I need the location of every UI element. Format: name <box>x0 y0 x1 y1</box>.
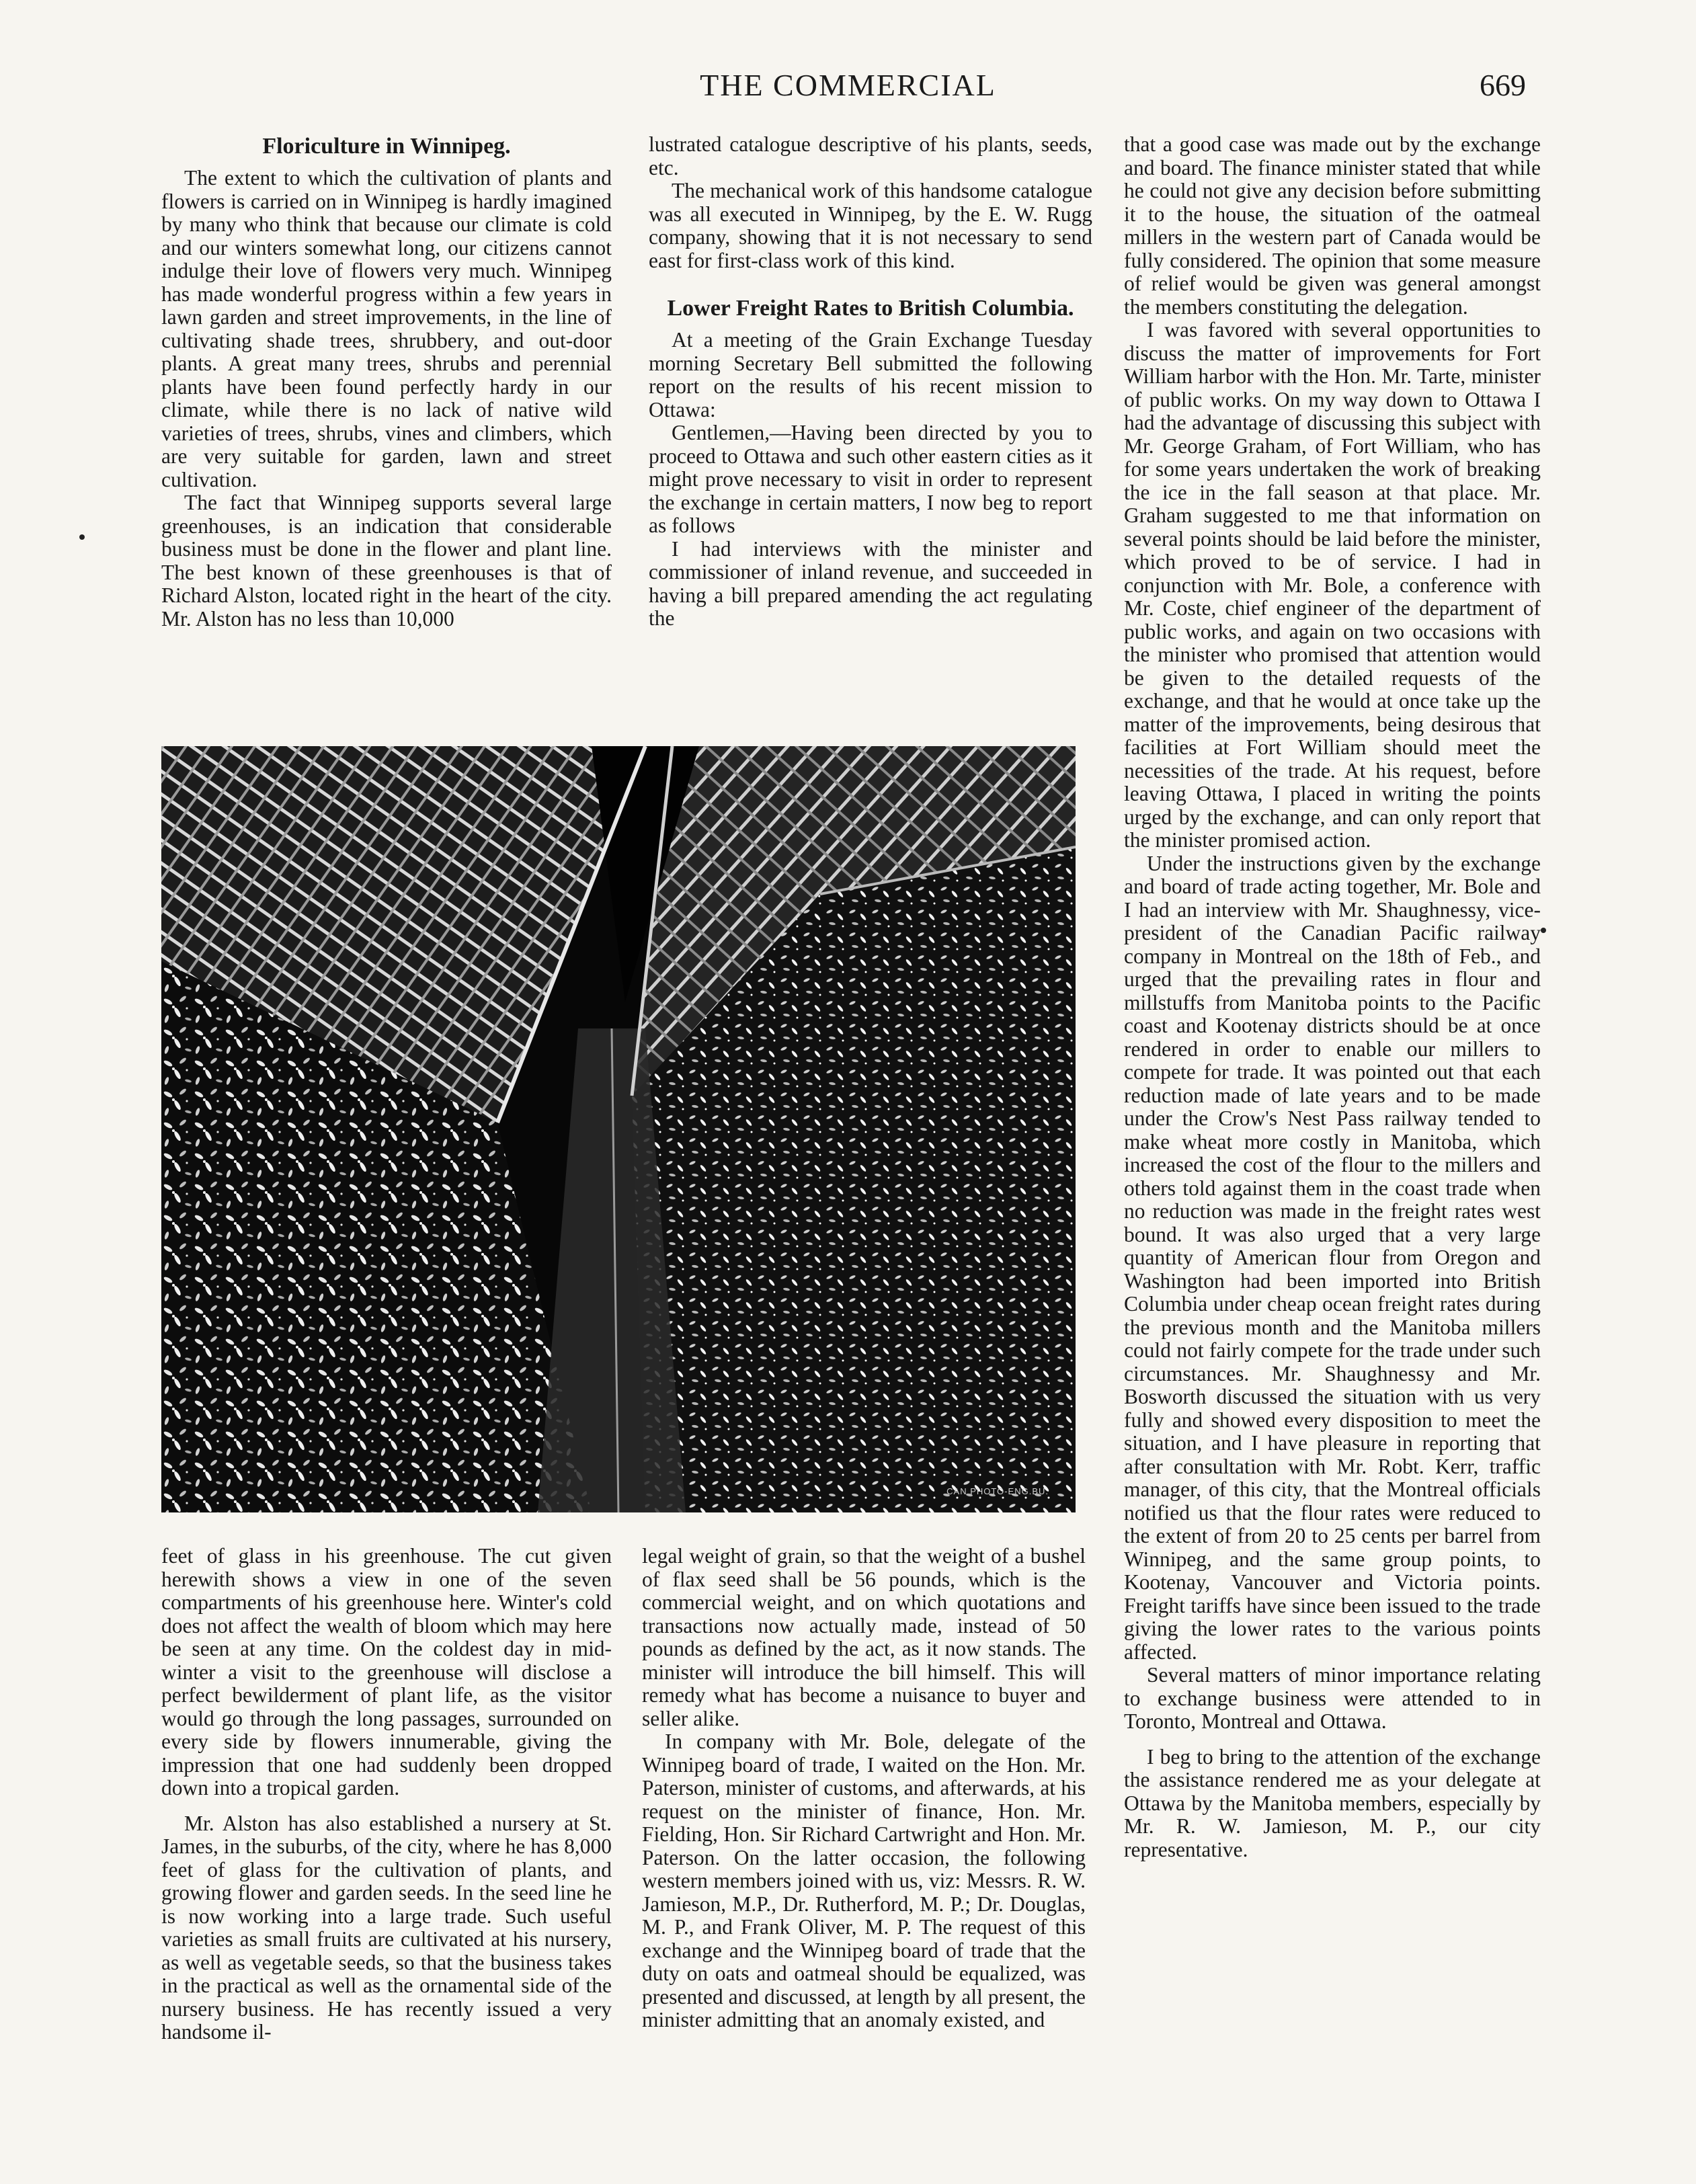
paragraph: Under the instructions given by the exchange and board of trade acting together, Mr. Bole and I had an interview with Mr. Shaughnessy, vice-president of the Canadian Pacific railway company in Montreal on the 18th of Feb., and urged that the prevailing rates in flour and millstuffs from Manitoba points to the Pacific coast and Kootenay districts should be at once rendered in order to enable our millers to compete for trade. It was pointed out that each reduction made of late years and to be made under the Crow's Nest Pass railway tended to make wheat more costly in Manitoba, which increased the cost of the flour to the millers and others told against them in the coast trade when no reduction was made in the freight rates west bound. It was also urged that a very large quantity of American flour from Oregon and Washington had been imported into British Columbia under cheap ocean freight rates during the previous month and the Manitoba millers could not fairly compete for the trade under such circumstances. Mr. Shaughnessy and Mr. Bosworth discussed the situation with us very fully and showed every disposition to meet the situation, and I have pleasure in reporting that after consultation with Mr. Robt. Kerr, traffic manager, of this city, that the Montreal officials notified us that the flour rates were reduced to the extent of from 20 to 25 cents per barrel from Winnipeg, and the same group points, to Kootenay, Vancouver and Victoria points. Freight tariffs have since been issued to the trade giving the lower rates to the various points affected. <box>1124 851 1541 1664</box>
paragraph: In company with Mr. Bole, delegate of the Winnipeg board of trade, I waited on the Hon. Mr. Paterson, minister of customs, and afterwards, at his request on the minister of finance, Hon. Mr. Fielding, Hon. Sir Richard Cartwright and Hon. Mr. Paterson. On the latter occasion, the following western members joined with us, viz: Messrs. R. W. Jamieson, M.P., Dr. Rutherford, M. P.; Dr. Douglas, M. P., and Frank Oliver, M. P. The request of this exchange and the Winnipeg board of trade that the duty on oats and oatmeal should be equalized, was presented and discussed, at length by all present, the minister admitting that an anomaly existed, and <box>642 1730 1086 2031</box>
scan-speck <box>1541 928 1546 933</box>
greenhouse-photo-image <box>161 746 1076 1512</box>
paragraph: The extent to which the cultivation of plants and flowers is carried on in Winnipeg is hardly imagined by many who think that because our climate is cold and our winters somewhat long, our citizens cannot indulge their love of flowers very much. Winnipeg has made wonderful progress within a few years in lawn garden and street improvements, in the line of cultivating shade trees, shrubbery, and out-door plants. A great many trees, shrubs and perennial plants have been found perfectly hardy in our climate, while there is no lack of native wild varieties of trees, shrubs, vines and climbers, which are very suitable for garden, lawn and street cultivation. <box>161 166 612 491</box>
greenhouse-photo <box>161 746 1076 1512</box>
paragraph: The fact that Winnipeg supports several large greenhouses, is an indication that considerable business must be done in the flower and plant line. The best known of these greenhouses is that of Richard Alston, located right in the heart of the city. Mr. Alston has no less than 10,000 <box>161 491 612 631</box>
paragraph: Mr. Alston has also established a nursery at St. James, in the suburbs, of the city, where he has 8,000 feet of glass for the cultivation of plants, and growing flower and garden seeds. In the seed line he is now working into a large trade. Such useful varieties as small fruits are cultivated at his nursery, as well as vegetable seeds, so that the business takes in the practical as well as the ornamental side of the nursery business. He has recently issued a very handsome il- <box>161 1811 612 2044</box>
masthead-title: THE COMMERCIAL <box>700 68 996 102</box>
paragraph: I beg to bring to the attention of the exchange the assistance rendered me as your delegate at Ottawa by the Manitoba members, especially by Mr. R. W. Jamieson, M. P., our city representative. <box>1124 1744 1541 1861</box>
paragraph: that a good case was made out by the exchange and board. The finance minister stated that while he could not give any decision before submitting it to the house, the situation of the oatmeal millers in the western part of Canada would be fully considered. The opinion that some measure of relief would be given was general amongst the members constituting the delegation. <box>1124 133 1541 319</box>
column-2-top <box>649 133 1092 718</box>
photo-credit: CAN PHOTO-ENG.BU. <box>946 1486 1049 1496</box>
paragraph: Several matters of minor importance relating to exchange business were attended to in Toronto, Montreal and Ottawa. <box>1124 1663 1541 1733</box>
column-2-bottom <box>642 1545 1086 2143</box>
paragraph: The mechanical work of this handsome catalogue was all executed in Winnipeg, by the E. W. Rugg company, showing that it is not necessary to send east for first-class work of this kind. <box>649 179 1092 272</box>
page-number: 669 <box>1480 68 1526 102</box>
paragraph: legal weight of grain, so that the weight of a bushel of flax seed shall be 56 pounds, which is the commercial weight, and on which quotations and transactions now actually made, instead of 50 pounds as defined by the act, as it now stands. The minister will introduce the bill himself. This will remedy what has become a nuisance to buyer and seller alike. <box>642 1545 1086 1730</box>
paragraph: At a meeting of the Grain Exchange Tuesday morning Secretary Bell submitted the following report on the results of his recent mission to Ottawa: <box>649 328 1092 421</box>
paragraph: lustrated catalogue descriptive of his plants, seeds, etc. <box>649 133 1092 179</box>
column-1-bottom <box>161 1545 612 2143</box>
column-1-top <box>161 133 612 711</box>
paragraph: I was favored with several opportunities to discuss the matter of improvements for Fort William harbor with the Hon. Mr. Tarte, minister of public works. On my way down to Ottawa I had the advantage of discussing this subject with Mr. George Graham, of Fort William, who has for some years undertaken the work of breaking the ice in the fall season at that place. Mr. Graham suggested to me that information on several points should be laid before the minister, which proved to be of service. I had in conjunction with Mr. Bole, a conference with Mr. Coste, chief engineer of the department of public works, and again on two occasions with the minister who promised that attention would be given to the detailed requests of the exchange, and that he would at once take up the matter of the improvements, being desirous that facilities at Fort William should meet the necessities of the trade. At his request, before leaving Ottawa, I placed in writing the points urged by the exchange, and can only report that the minister promised action. <box>1124 318 1541 852</box>
scan-speck <box>79 534 85 540</box>
column-3 <box>1124 133 1541 2143</box>
article-heading-freight-rates: Lower Freight Rates to British Columbia. <box>667 296 1074 321</box>
article-heading-floriculture: Floriculture in Winnipeg. <box>262 134 511 159</box>
paragraph: Gentlemen,—Having been directed by you to proceed to Ottawa and such other eastern cities as it might prove necessary to visit in order to represent the exchange in certain matters, I now beg to report as follows <box>649 421 1092 537</box>
paragraph: feet of glass in his greenhouse. The cut given herewith shows a view in one of the seven compartments of his greenhouse here. Winter's cold does not affect the wealth of bloom which may here be seen at any time. On the coldest day in mid-winter a visit to the greenhouse will disclose a perfect bewilderment of plant life, as the visitor would go through the long passages, surrounded on every side by flowers innumerable, giving the impression that one had suddenly been dropped down into a tropical garden. <box>161 1545 612 1799</box>
paragraph: I had interviews with the minister and commissioner of inland revenue, and succeeded in having a bill prepared amending the act regulating the <box>649 536 1092 630</box>
